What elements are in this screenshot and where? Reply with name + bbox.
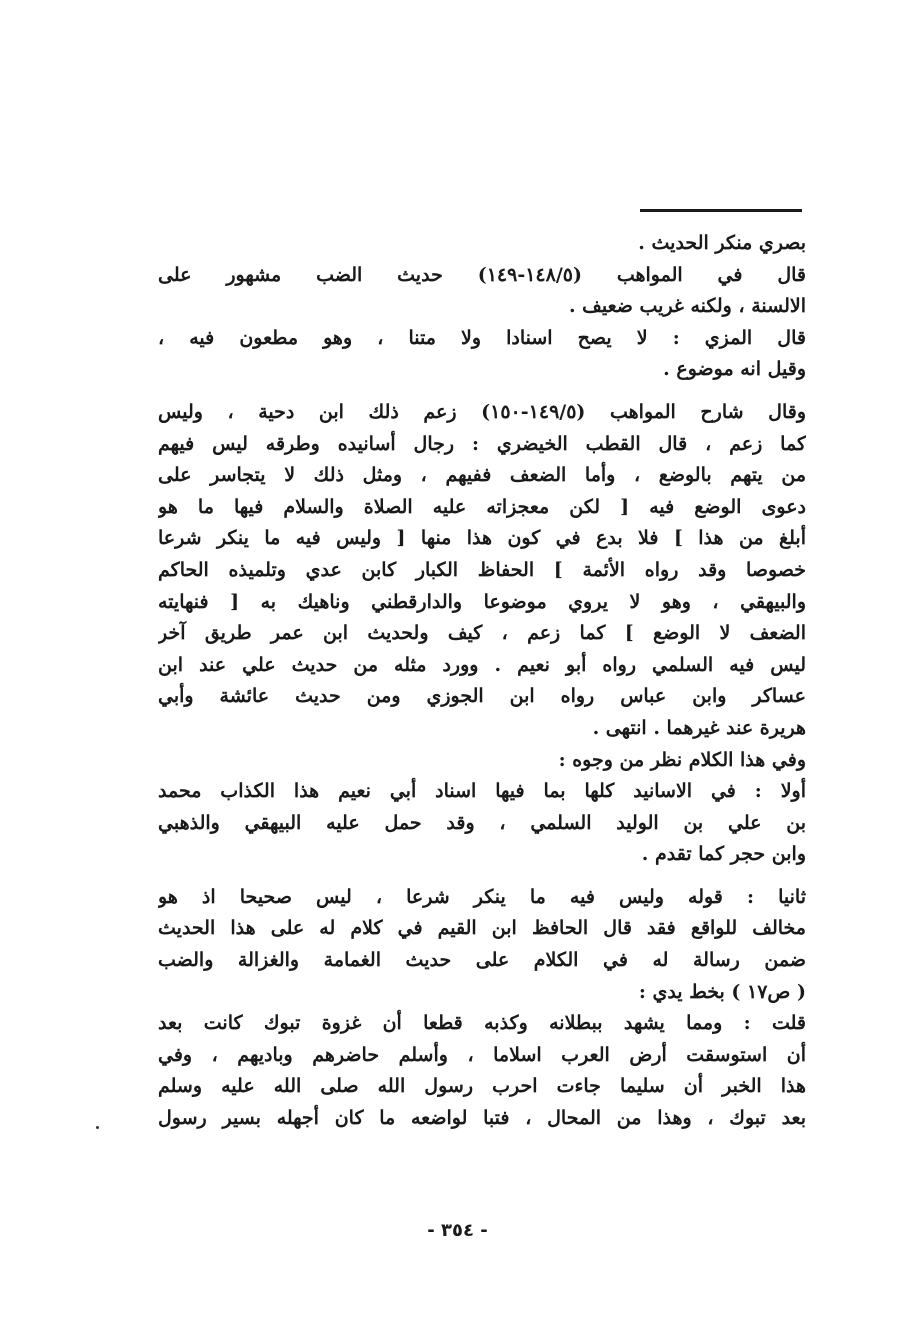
text-line: أن استوسقت أرض العرب اسلاما ، وأسلم حاضرهم وباديهم ، وفي xyxy=(158,1043,806,1066)
text-line: أولا : في الاسانيد كلها بما فيها اسناد أبي نعيم هذا الكذاب محمد xyxy=(158,780,806,803)
text-line: وقال شارح المواهب (١٤٩/٥-١٥٠) زعم ذلك ابن دحية ، وليس xyxy=(158,400,806,423)
text-line: ليس فيه السلمي رواه أبو نعيم . وورد مثله من حديث علي عند ابن xyxy=(158,653,806,676)
page-number: - ٣٥٤ - xyxy=(427,1220,488,1241)
text-line: ضمن رسالة له في الكلام على حديث الغمامة والغزالة والضب xyxy=(158,949,806,972)
text-line: وفي هذا الكلام نظر من وجوه : xyxy=(558,748,806,771)
text-line: من يتهم بالوضع ، وأما الضعف ففيهم ، ومثل ذلك لا يتجاسر على xyxy=(158,464,806,487)
text-line: ( ص١٧ ) بخط يدي : xyxy=(638,980,806,1003)
text-line: وابن حجر كما تقدم . xyxy=(641,843,806,866)
text-line: قال المزي : لا يصح اسنادا ولا متنا ، وهو مطعون فيه ، xyxy=(158,326,806,349)
text-line: الالسنة ، ولكنه غريب ضعيف . xyxy=(568,295,806,318)
text-line: وقيل انه موضوع . xyxy=(663,358,806,381)
text-line: مخالف للواقع فقد قال الحافظ ابن القيم في كلام له على هذا الحديث xyxy=(158,917,806,940)
text-line: عساكر وابن عباس رواه ابن الجوزي ومن حديث عائشة وأبي xyxy=(158,685,806,708)
text-line: بصري منكر الحديث . xyxy=(638,232,806,254)
text-line: كما زعم ، قال القطب الخيضري : رجال أسانيده وطرقه ليس فيهم xyxy=(158,432,806,455)
text-line: أبلغ من هذا ] فلا بدع في كون هذا منها [ وليس فيه ما ينكر شرعا xyxy=(158,527,806,550)
arabic-text-body xyxy=(158,228,806,1135)
text-line: بعد تبوك ، وهذا من المحال ، فتبا لواضعه ما كان أجهله بسير رسول xyxy=(158,1107,806,1130)
text-line: الضعف لا الوضع ] كما زعم ، كيف ولحديث ابن عمر طريق آخر xyxy=(158,622,806,645)
text-line: قال في المواهب (١٤٨/٥-١٤٩) حديث الضب مشهور على xyxy=(158,263,806,286)
text-line: بن علي بن الوليد السلمي ، وقد حمل عليه البيهقي والذهبي xyxy=(158,811,806,834)
text-line: والبيهقي ، وهو لا يروي موضوعا والدارقطني وناهيك به [ فنهايته xyxy=(158,590,806,613)
text-line: خصوصا وقد رواه الأئمة ] الحفاظ الكبار كابن عدي وتلميذه الحاكم xyxy=(158,558,806,581)
scan-speck xyxy=(96,1126,99,1129)
text-line: هريرة عند غيرهما . انتهى . xyxy=(592,716,806,739)
text-line: هذا الخبر أن سليما جاءت احرب رسول الله صلى الله عليه وسلم xyxy=(158,1075,806,1098)
text-line: قلت : ومما يشهد ببطلانه وكذبه قطعا أن غزوة تبوك كانت بعد xyxy=(158,1012,806,1035)
footnote-separator-rule xyxy=(640,209,802,212)
text-line: ثانيا : قوله وليس فيه ما ينكر شرعا ، ليس صحيحا اذ هو xyxy=(158,885,806,908)
text-line: دعوى الوضع فيه [ لكن معجزاته عليه الصلاة والسلام فيها ما هو xyxy=(158,495,806,518)
